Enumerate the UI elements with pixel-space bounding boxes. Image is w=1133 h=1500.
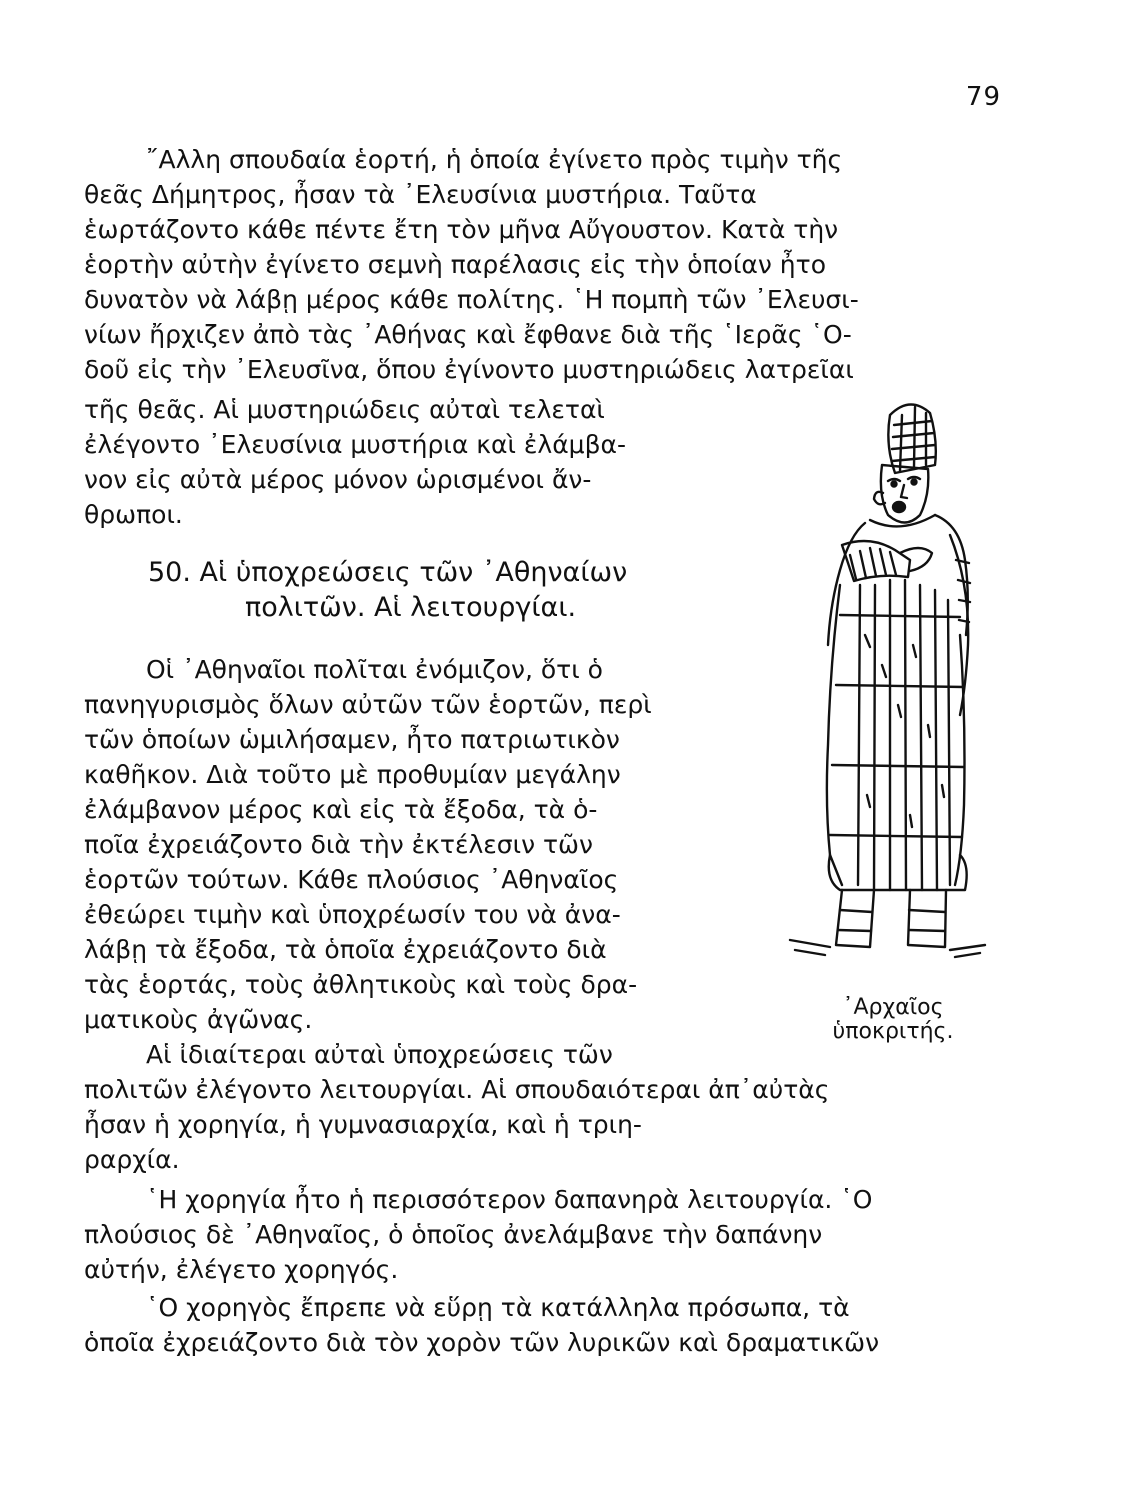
- text-line: ματικοὺς ἀγῶνας.: [84, 1005, 313, 1034]
- section-heading-line1: 50. Αἱ ὑποχρεώσεις τῶν ᾿Αθηναίων: [148, 557, 628, 588]
- text-line: ῾Ο χορηγὸς ἔπρεπε νὰ εὕρῃ τὰ κατάλληλα πρόσωπα, τὰ: [146, 1293, 850, 1322]
- text-line: νίων ἤρχιζεν ἀπὸ τὰς ᾿Αθήνας καὶ ἔφθανε διὰ τῆς ῾Ιερᾶς ῾Ο-: [84, 320, 852, 349]
- text-line: λάβῃ τὰ ἔξοδα, τὰ ὁποῖα ἐχρειάζοντο διὰ: [84, 935, 607, 964]
- text-line: καθῆκον. Διὰ τοῦτο μὲ προθυμίαν μεγάλην: [84, 760, 621, 789]
- section-heading-line2: πολιτῶν. Αἱ λειτουργίαι.: [245, 592, 577, 623]
- text-line: ἑορτὴν αὐτὴν ἐγίνετο σεμνὴ παρέλασις εἰς τὴν ὁποίαν ἦτο: [84, 250, 826, 279]
- text-line: τὰς ἑορτάς, τοὺς ἀθλητικοὺς καὶ τοὺς δρα-: [84, 970, 638, 999]
- text-line: θεᾶς Δήμητρος, ἦσαν τὰ ᾿Ελευσίνια μυστήρια. Ταῦτα: [84, 180, 757, 209]
- text-line: αὐτήν, ἐλέγετο χορηγός.: [84, 1255, 399, 1284]
- text-line: ἐθεώρει τιμὴν καὶ ὑποχρέωσίν του νὰ ἀνα-: [84, 900, 621, 929]
- text-line: ἐλάμβανον μέρος καὶ εἰς τὰ ἔξοδα, τὰ ὁ-: [84, 795, 598, 824]
- figure-caption-line1: ᾿Αρχαῖος: [842, 995, 944, 1020]
- text-line: δοῦ εἰς τὴν ᾿Ελευσῖνα, ὅπου ἐγίνοντο μυστηριώδεις λατρεῖαι: [84, 355, 854, 384]
- text-line: θρωποι.: [84, 500, 183, 529]
- text-line: πανηγυρισμὸς ὅλων αὐτῶν τῶν ἑορτῶν, περὶ: [84, 690, 652, 719]
- text-line: Αἱ ἰδιαίτεραι αὐταὶ ὑποχρεώσεις τῶν: [146, 1040, 613, 1069]
- text-line: ὁποῖα ἐχρειάζοντο διὰ τὸν χορὸν τῶν λυρικῶν καὶ δραματικῶν: [84, 1328, 880, 1357]
- text-line: πολιτῶν ἐλέγοντο λειτουργίαι. Αἱ σπουδαιότεραι ἀπ᾿αὐτὰς: [84, 1075, 830, 1104]
- text-line: τῶν ὁποίων ὡμιλήσαμεν, ἦτο πατριωτικὸν: [84, 725, 620, 754]
- text-line: ἑωρτάζοντο κάθε πέντε ἔτη τὸν μῆνα Αὔγουστον. Κατὰ τὴν: [84, 215, 839, 244]
- text-line: δυνατὸν νὰ λάβῃ μέρος κάθε πολίτης. ῾Η πομπὴ τῶν ᾿Ελευσι-: [84, 285, 859, 314]
- text-line: ἑορτῶν τούτων. Κάθε πλούσιος ᾿Αθηναῖος: [84, 865, 619, 894]
- text-line: ῾Η χορηγία ἦτο ἡ περισσότερον δαπανηρὰ λειτουργία. ῾Ο: [146, 1185, 873, 1214]
- figure-caption-line2: ὑποκριτής.: [832, 1019, 954, 1044]
- text-line: ἦσαν ἡ χορηγία, ἡ γυμνασιαρχία, καὶ ἡ τριη-: [84, 1110, 642, 1139]
- text-line: ῎Αλλη σπουδαία ἑορτή, ἡ ὁποία ἐγίνετο πρὸς τιμὴν τῆς: [146, 145, 843, 174]
- text-line: ἐλέγοντο ᾿Ελευσίνια μυστήρια καὶ ἐλάμβα-: [84, 430, 627, 459]
- text-line: νον εἰς αὐτὰ μέρος μόνον ὡρισμένοι ἄν-: [84, 465, 592, 494]
- text-line: τῆς θεᾶς. Αἱ μυστηριώδεις αὐταὶ τελεταὶ: [84, 395, 605, 424]
- ancient-actor-illustration: [770, 385, 1020, 985]
- page-number: 79: [965, 82, 1001, 112]
- text-line: ποῖα ἐχρειάζοντο διὰ τὴν ἐκτέλεσιν τῶν: [84, 830, 593, 859]
- text-line: ραρχία.: [84, 1145, 180, 1174]
- text-line: Οἱ ᾿Αθηναῖοι πολῖται ἐνόμιζον, ὅτι ὁ: [146, 655, 603, 684]
- text-line: πλούσιος δὲ ᾿Αθηναῖος, ὁ ὁποῖος ἀνελάμβανε τὴν δαπάνην: [84, 1220, 823, 1249]
